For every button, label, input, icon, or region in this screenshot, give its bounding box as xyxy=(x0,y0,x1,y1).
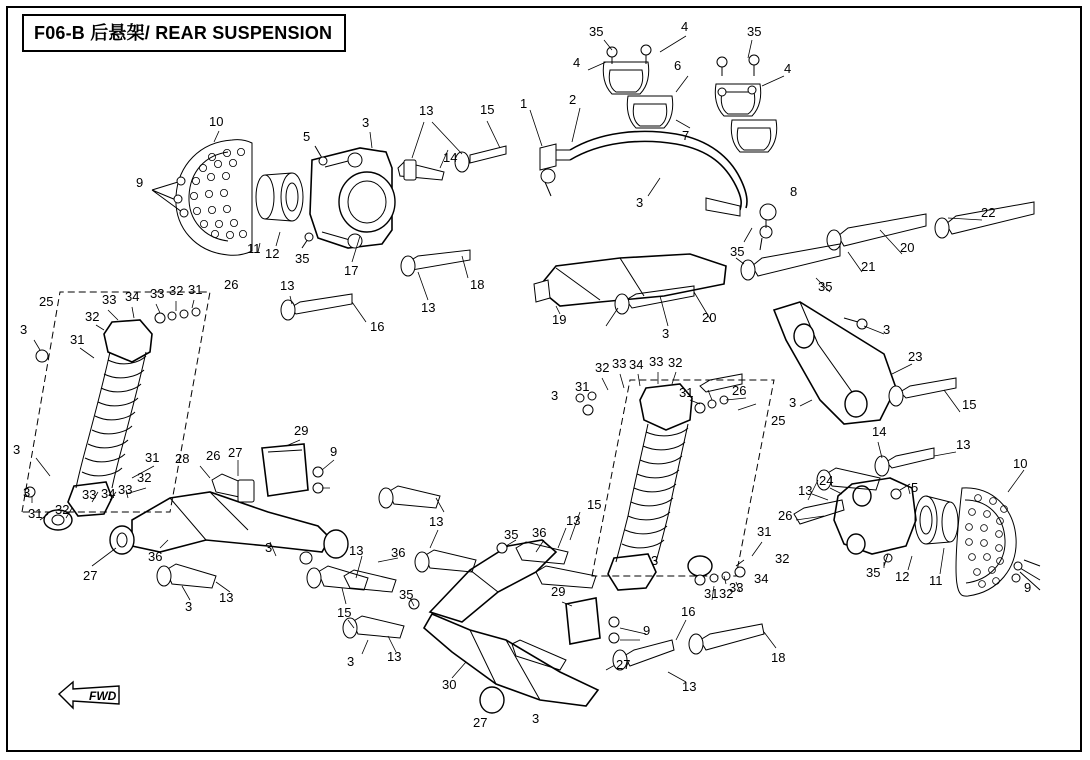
callout-3: 3 xyxy=(20,322,28,337)
callout-20: 20 xyxy=(702,310,717,325)
callout-13: 13 xyxy=(429,514,444,529)
svg-text:FWD: FWD xyxy=(89,689,117,703)
callout-3: 3 xyxy=(662,326,670,341)
callout-25: 25 xyxy=(771,413,786,428)
callout-36: 36 xyxy=(148,549,163,564)
callout-32: 32 xyxy=(55,502,70,517)
callout-31: 31 xyxy=(679,385,694,400)
callout-27: 27 xyxy=(473,715,488,730)
callout-3: 3 xyxy=(13,442,21,457)
callout-32: 32 xyxy=(719,586,734,601)
callout-13: 13 xyxy=(956,437,971,452)
callout-30: 30 xyxy=(442,677,457,692)
callout-32: 32 xyxy=(137,470,152,485)
callout-21: 21 xyxy=(861,259,876,274)
callout-16: 16 xyxy=(681,604,696,619)
callout-34: 34 xyxy=(754,571,769,586)
callout-26: 26 xyxy=(206,448,221,463)
callout-10: 10 xyxy=(209,114,224,129)
callout-12: 12 xyxy=(265,246,280,261)
callout-33: 33 xyxy=(612,356,627,371)
callout-35: 35 xyxy=(866,565,881,580)
callout-27: 27 xyxy=(616,657,631,672)
callout-3: 3 xyxy=(651,553,659,568)
callout-32: 32 xyxy=(169,283,184,298)
title-box xyxy=(22,14,346,52)
callout-29: 29 xyxy=(294,423,309,438)
callout-13: 13 xyxy=(219,590,234,605)
callout-13: 13 xyxy=(349,543,364,558)
callout-31: 31 xyxy=(188,282,203,297)
callout-33: 33 xyxy=(729,580,744,595)
callout-14: 14 xyxy=(443,150,458,165)
right-shock-group xyxy=(576,372,774,600)
callout-35: 35 xyxy=(399,587,414,602)
callout-25: 25 xyxy=(39,294,54,309)
callout-28: 28 xyxy=(175,451,190,466)
callout-23: 23 xyxy=(908,349,923,364)
callout-36: 36 xyxy=(532,525,547,540)
callout-32: 32 xyxy=(668,355,683,370)
callout-32: 32 xyxy=(85,309,100,324)
callout-3: 3 xyxy=(532,711,540,726)
callout-31: 31 xyxy=(70,332,85,347)
callout-3: 3 xyxy=(347,654,355,669)
callout-9: 9 xyxy=(1024,580,1032,595)
left-brake-disc-group xyxy=(152,131,395,262)
callout-26: 26 xyxy=(224,277,239,292)
callout-5: 5 xyxy=(303,129,311,144)
callout-27: 27 xyxy=(228,445,243,460)
callout-11: 11 xyxy=(929,573,943,588)
callout-11: 11 xyxy=(247,241,261,256)
callout-14: 14 xyxy=(872,424,887,439)
callout-34: 34 xyxy=(629,357,644,372)
callout-3: 3 xyxy=(23,485,31,500)
callout-13: 13 xyxy=(421,300,436,315)
callout-13: 13 xyxy=(280,278,295,293)
callout-15: 15 xyxy=(962,397,977,412)
callout-13: 13 xyxy=(798,483,813,498)
callout-9: 9 xyxy=(643,623,651,638)
callout-3: 3 xyxy=(551,388,559,403)
callout-32: 32 xyxy=(775,551,790,566)
callout-33: 33 xyxy=(150,286,165,301)
fwd-marker xyxy=(55,676,125,710)
callout-33: 33 xyxy=(82,487,97,502)
callout-31: 31 xyxy=(757,524,772,539)
callout-15: 15 xyxy=(337,605,352,620)
callout-5: 5 xyxy=(911,480,919,495)
callout-22: 22 xyxy=(981,205,996,220)
callout-13: 13 xyxy=(682,679,697,694)
callout-19: 19 xyxy=(552,312,567,327)
callout-13: 13 xyxy=(419,103,434,118)
callout-29: 29 xyxy=(551,584,566,599)
callout-10: 10 xyxy=(1013,456,1028,471)
callout-4: 4 xyxy=(681,19,689,34)
callout-33: 33 xyxy=(102,292,117,307)
callout-15: 15 xyxy=(587,497,602,512)
callout-36: 36 xyxy=(391,545,406,560)
callout-34: 34 xyxy=(101,486,116,501)
callout-24: 24 xyxy=(819,473,834,488)
callout-12: 12 xyxy=(895,569,910,584)
callout-4: 4 xyxy=(573,55,581,70)
callout-1: 1 xyxy=(520,96,528,111)
stabilizer-bar-group xyxy=(530,36,784,250)
callout-8: 8 xyxy=(790,184,798,199)
callout-26: 26 xyxy=(732,383,747,398)
callout-31: 31 xyxy=(704,586,719,601)
callout-31: 31 xyxy=(575,379,590,394)
callout-35: 35 xyxy=(730,244,745,259)
callout-13: 13 xyxy=(566,513,581,528)
callout-13: 13 xyxy=(387,649,402,664)
callout-9: 9 xyxy=(330,444,338,459)
callout-31: 31 xyxy=(145,450,160,465)
page-title: F06-B 后悬架/ REAR SUSPENSION xyxy=(34,23,333,43)
callout-32: 32 xyxy=(595,360,610,375)
lower-left-arm-group xyxy=(92,440,398,604)
callout-35: 35 xyxy=(747,24,762,39)
callout-20: 20 xyxy=(900,240,915,255)
callout-18: 18 xyxy=(771,650,786,665)
callout-18: 18 xyxy=(470,277,485,292)
callout-3: 3 xyxy=(265,540,273,555)
callout-15: 15 xyxy=(480,102,495,117)
callout-3: 3 xyxy=(789,395,797,410)
callout-4: 4 xyxy=(784,61,792,76)
callout-35: 35 xyxy=(589,24,604,39)
callout-17: 17 xyxy=(344,263,359,278)
mid-control-arm-group xyxy=(534,202,1034,476)
callout-3: 3 xyxy=(362,115,370,130)
callout-31: 31 xyxy=(28,506,43,521)
callout-6: 6 xyxy=(674,58,682,73)
callout-3: 3 xyxy=(636,195,644,210)
callout-27: 27 xyxy=(83,568,98,583)
callout-16: 16 xyxy=(370,319,385,334)
callout-33: 33 xyxy=(649,354,664,369)
callout-3: 3 xyxy=(883,322,891,337)
callout-26: 26 xyxy=(778,508,793,523)
callout-9: 9 xyxy=(136,175,144,190)
callout-35: 35 xyxy=(818,279,833,294)
callout-35: 35 xyxy=(295,251,310,266)
callout-34: 34 xyxy=(125,289,140,304)
callout-33: 33 xyxy=(118,482,133,497)
callout-3: 3 xyxy=(185,599,193,614)
callout-7: 7 xyxy=(682,128,690,143)
callout-35: 35 xyxy=(504,527,519,542)
left-shock-group xyxy=(22,292,210,530)
callout-2: 2 xyxy=(569,92,577,107)
